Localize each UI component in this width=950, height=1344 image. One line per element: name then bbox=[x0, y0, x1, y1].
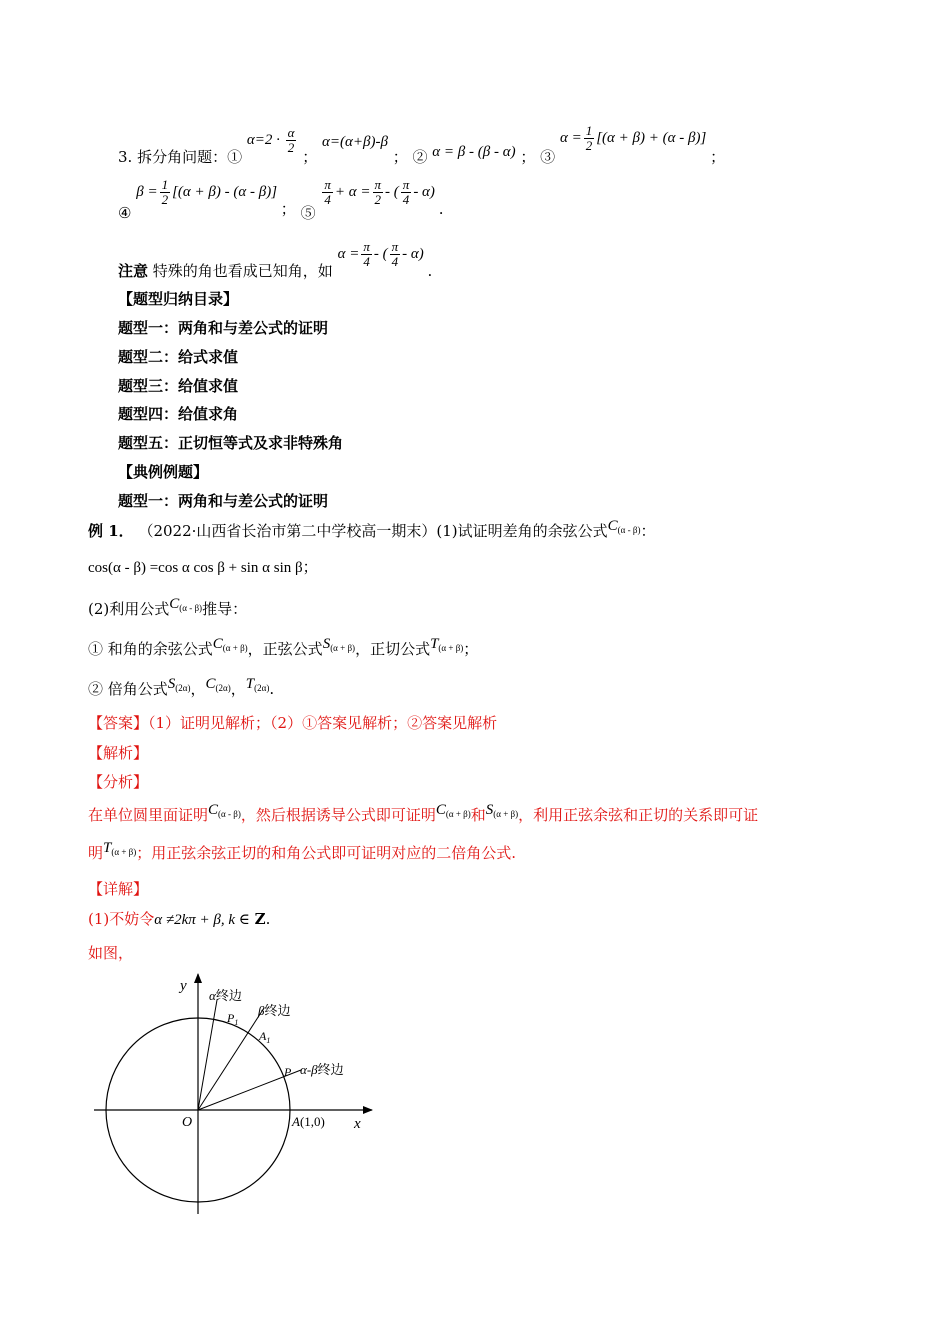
catalog-item-3: 题型三：给值求值 bbox=[118, 377, 239, 395]
ex1-line5: ② 倍角公式$S_{(2\alpha)}$，$C_{(2\alpha)}$，$T_{(2\alpha)}$. bbox=[88, 676, 275, 698]
formula-6: $\frac{\pi}{4}$ + α = $\frac{\pi}{2}$ - ( $\frac{\pi}{4}$ - α) bbox=[324, 177, 435, 207]
catalog-title: 【题型归纳目录】 bbox=[118, 290, 239, 308]
alpha-ray bbox=[198, 1000, 217, 1110]
catalog-item-1: 题型一：两角和与差公式的证明 bbox=[118, 319, 329, 337]
catalog-item-5: 题型五：正切恒等式及求非特殊角 bbox=[118, 434, 344, 452]
a1-label: $A_1$ bbox=[259, 1029, 271, 1045]
answer-text: 【答案】（1）证明见解析；（2）①答案见解析；②答案见解析 bbox=[88, 714, 498, 732]
note-formula: α = $\frac{\pi}{4}$ - ( $\frac{\pi}{4}$ - α) bbox=[337, 239, 424, 269]
ex1-line3: (2)利用公式$C_{(\alpha - \beta)}$推导： bbox=[88, 596, 248, 618]
examples-type1: 题型一：两角和与差公式的证明 bbox=[118, 492, 329, 510]
alpha-minus-beta-edge-label: α-β终边 bbox=[300, 1062, 344, 1077]
beta-edge-label: β终边 bbox=[258, 1003, 291, 1018]
ex1-source: （2022·山西省长治市第二中学校高一期末）(1)试证明差角的余弦公式 bbox=[138, 522, 608, 540]
detail-line2: 如图， bbox=[88, 944, 134, 962]
detail-line1: (1)不妨令α ≠2kπ + β, k ∈ Z. bbox=[88, 910, 271, 928]
alpha-edge-label: α终边 bbox=[209, 988, 242, 1003]
xiangjie-label: 【详解】 bbox=[88, 880, 149, 898]
note-label: 注意 bbox=[118, 261, 149, 280]
ex1-formula: cos(α - β) =cos α cos β + sin α sin β bbox=[88, 560, 303, 576]
catalog-item-4: 题型四：给值求角 bbox=[118, 405, 239, 423]
jiexi-label: 【解析】 bbox=[88, 744, 149, 762]
formula-1: α=2 · $\frac{\alpha}{2}$ bbox=[246, 125, 295, 155]
fenxi-label: 【分析】 bbox=[88, 773, 149, 791]
note-line: 注意 特殊的角也看成已知角，如 α = $\frac{\pi}{4}$ - ( $\frac{\pi}{4}$ - α) . bbox=[118, 239, 433, 280]
unit-circle-figure bbox=[88, 970, 388, 1220]
section3-intro: 3. 拆分角问题：① bbox=[118, 147, 243, 166]
formula-3: α = β - (β - α) bbox=[432, 143, 516, 160]
note-text: 特殊的角也看成已知角，如 bbox=[152, 261, 333, 280]
formula-5: β = $\frac{1}{2}$ [(α + β) - (α - β)] bbox=[136, 177, 278, 207]
ex1-line4: ① 和角的余弦公式$C_{(\alpha + \beta)}$，正弦公式$S_{(\alpha + \beta)}$，正切公式$T_{(\alpha + \beta)}$； bbox=[88, 636, 479, 658]
a-point-label: A(1,0) bbox=[292, 1114, 325, 1129]
ex1-label: 例 1． bbox=[88, 522, 134, 540]
formula-4: α = $\frac{1}{2}$ [(α + β) + (α - β)] bbox=[559, 123, 707, 153]
catalog-item-2: 题型二：给式求值 bbox=[118, 348, 239, 366]
y-label: y bbox=[180, 978, 187, 994]
p1-label: $P_1$ bbox=[227, 1011, 239, 1027]
examples-title: 【典例例题】 bbox=[118, 463, 209, 481]
analysis-line1: 在单位圆里面证明$C_{(\alpha - \beta)}$，然后根据诱导公式即可证明$C_{(\alpha + \beta)}$和$S_{(\alpha + \beta)}$，利用正弦余弦和正切的关系即可证 bbox=[88, 802, 759, 824]
section3-line1: 3. 拆分角问题：① α=2 · $\frac{\alpha}{2}$ ； α=(α+β)-β ； ② α = β - (β - α) ； ③ α = $\frac{1}{2}$ [(α + β) + (α - β)] ； bbox=[118, 123, 726, 166]
ex1-line2: cos(α - β) =cos α cos β + sin α sin β； bbox=[88, 558, 318, 576]
ex1-line1: 例 1． （2022·山西省长治市第二中学校高一期末）(1)试证明差角的余弦公式$C_{(\alpha - \beta)}$： bbox=[88, 518, 656, 540]
origin-label: O bbox=[182, 1115, 193, 1130]
section3-line2: ④ β = $\frac{1}{2}$ [(α + β) - (α - β)] ； ⑤ $\frac{\pi}{4}$ + α = $\frac{\pi}{2}$ - ( $\frac{\pi}{4}$ - α) . bbox=[118, 177, 444, 222]
x-label: x bbox=[354, 1116, 361, 1132]
analysis-line2: 明$T_{(\alpha + \beta)}$；用正弦余弦正切的和角公式即可证明对应的二倍角公式. bbox=[88, 840, 517, 862]
p-label: P bbox=[284, 1065, 292, 1079]
formula-2: α=(α+β)-β bbox=[322, 133, 388, 150]
